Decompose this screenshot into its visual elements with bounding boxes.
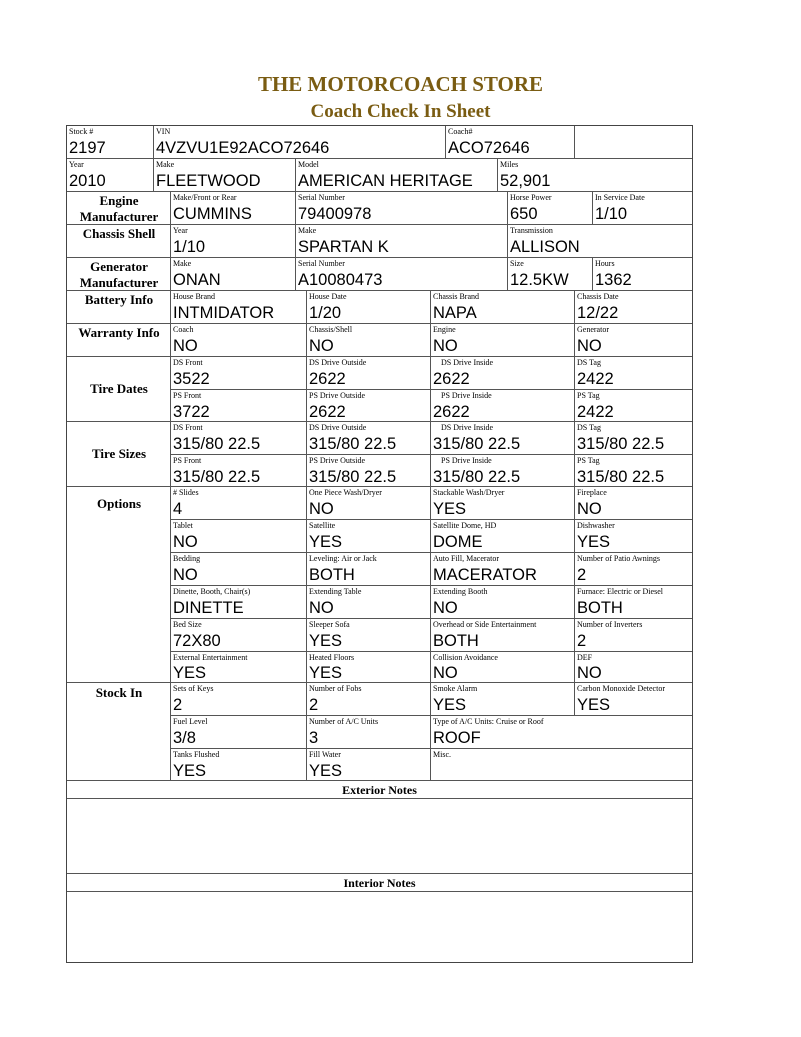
dsf-date-value: 3522	[173, 370, 210, 388]
tanks-label: Tanks Flushed	[173, 750, 220, 759]
pst-size-value: 315/80 22.5	[577, 468, 665, 486]
row-battery	[67, 291, 692, 324]
miles-cell	[498, 159, 692, 191]
slides-value: 4	[173, 500, 183, 518]
fireplace-label: Fireplace	[577, 488, 607, 497]
chassis-make-label: Make	[298, 226, 317, 235]
stack-value: YES	[433, 500, 467, 518]
overhead-label: Overhead or Side Entertainment	[433, 620, 537, 629]
heated-floors-value: YES	[309, 664, 343, 682]
engine-make-cell	[171, 192, 296, 224]
bed-size-label: Bed Size	[173, 620, 202, 629]
engine-service-cell	[593, 192, 692, 224]
warranty-coach-label: Coach	[173, 325, 194, 334]
battery-cd-label: Chassis Date	[577, 292, 619, 301]
def-label: DEF	[577, 653, 593, 662]
dsdi-size-label: DS Drive Inside	[441, 423, 493, 432]
chassis-section-cell	[67, 225, 171, 257]
fill-water-value: YES	[309, 762, 343, 780]
tire-dates-section-title: Tire Dates	[90, 381, 148, 396]
misc-label: Misc.	[433, 750, 451, 759]
engine-service-value: 1/10	[595, 205, 628, 223]
engine-hp-label: Horse Power	[510, 193, 552, 202]
smoke-label: Smoke Alarm	[433, 684, 478, 693]
bed-size-value: 72X80	[173, 632, 221, 650]
slides-label: # Slides	[173, 488, 199, 497]
psf-date-label: PS Front	[173, 391, 202, 400]
vin-label: VIN	[156, 127, 171, 136]
dsf-size-value: 315/80 22.5	[173, 435, 261, 453]
dinette-label: Dinette, Booth, Chair(s)	[173, 587, 251, 596]
battery-hb-value: INTMIDATOR	[173, 304, 275, 322]
row-year	[67, 159, 692, 192]
tire-dates-ps-row	[171, 390, 692, 422]
keys-label: Sets of Keys	[173, 684, 214, 693]
dsdo-date-label: DS Drive Outside	[309, 358, 367, 367]
psdi-date-value: 2622	[433, 403, 470, 421]
battery-hb-cell	[171, 291, 307, 323]
co-label: Carbon Monoxide Detector	[577, 684, 665, 693]
dsdo-date-value: 2622	[309, 370, 346, 388]
dsdi-size-value: 315/80 22.5	[433, 435, 521, 453]
store-title: THE MOTORCOACH STORE	[257, 72, 544, 96]
interior-notes-area	[67, 892, 692, 962]
overhead-value: BOTH	[433, 632, 479, 650]
dst-size-label: DS Tag	[577, 423, 601, 432]
battery-section-title: Battery Info	[84, 292, 154, 307]
engine-make-value: CUMMINS	[173, 205, 252, 223]
generator-serial-label: Serial Number	[298, 259, 345, 268]
chassis-make-cell	[296, 225, 508, 257]
inverters-label: Number of Inverters	[577, 620, 643, 629]
generator-make-label: Make	[173, 259, 192, 268]
make-cell	[154, 159, 296, 191]
generator-size-cell	[508, 258, 593, 290]
ac-type-label: Type of A/C Units: Cruise or Roof	[433, 717, 544, 726]
keys-value: 2	[173, 696, 183, 714]
options-block	[67, 487, 692, 683]
row-chassis	[67, 225, 692, 258]
psdo-size-value: 315/80 22.5	[309, 468, 397, 486]
options-row-3	[171, 553, 692, 586]
psdi-size-label: PS Drive Inside	[441, 456, 492, 465]
row-engine	[67, 192, 692, 225]
exterior-notes-heading: Exterior Notes	[67, 781, 692, 799]
dsf-size-label: DS Front	[173, 423, 203, 432]
dst-date-value: 2422	[577, 370, 614, 388]
battery-hd-label: House Date	[309, 292, 347, 301]
dsf-date-label: DS Front	[173, 358, 203, 367]
engine-hp-cell	[508, 192, 593, 224]
tanks-value: YES	[173, 762, 207, 780]
bedding-value: NO	[173, 566, 198, 584]
miles-value: 52,901	[500, 172, 551, 190]
generator-hours-value: 1362	[595, 271, 632, 289]
stack-label: Stackable Wash/Dryer	[433, 488, 505, 497]
make-label: Make	[156, 160, 175, 169]
battery-cb-label: Chassis Brand	[433, 292, 479, 301]
chassis-year-label: Year	[173, 226, 188, 235]
generator-hours-cell	[593, 258, 692, 290]
generator-serial-cell	[296, 258, 508, 290]
dome-value: DOME	[433, 533, 483, 551]
pst-date-value: 2422	[577, 403, 614, 421]
chassis-make-value: SPARTAN K	[298, 238, 389, 256]
chassis-trans-value: ALLISON	[510, 238, 580, 256]
engine-serial-label: Serial Number	[298, 193, 345, 202]
options-row-1	[171, 487, 692, 520]
engine-serial-cell	[296, 192, 508, 224]
options-section-title: Options	[96, 496, 142, 511]
battery-hb-label: House Brand	[173, 292, 215, 301]
psf-size-value: 315/80 22.5	[173, 468, 261, 486]
chassis-trans-label: Transmission	[510, 226, 553, 235]
chassis-trans-cell	[508, 225, 692, 257]
def-value: NO	[577, 664, 602, 682]
year-value: 2010	[69, 172, 106, 190]
vin-value: 4VZVU1E92ACO72646	[156, 139, 330, 157]
dishwasher-label: Dishwasher	[577, 521, 615, 530]
dsdi-date-value: 2622	[433, 370, 470, 388]
dst-date-label: DS Tag	[577, 358, 601, 367]
dsdo-size-label: DS Drive Outside	[309, 423, 367, 432]
engine-service-label: In Service Date	[595, 193, 645, 202]
tablet-value: NO	[173, 533, 198, 551]
tire-sizes-ds-row	[171, 422, 692, 455]
inverters-value: 2	[577, 632, 587, 650]
autofill-value: MACERATOR	[433, 566, 537, 584]
warranty-chassis-label: Chassis/Shell	[309, 325, 353, 334]
sheet-title: Coach Check In Sheet	[310, 101, 491, 122]
battery-hd-cell	[307, 291, 431, 323]
warranty-coach-cell	[171, 324, 307, 356]
battery-section-cell	[67, 291, 171, 323]
generator-make-value: ONAN	[173, 271, 221, 289]
options-row-5	[171, 619, 692, 652]
fobs-label: Number of Fobs	[309, 684, 362, 693]
psdo-date-label: PS Drive Outside	[309, 391, 365, 400]
interior-notes-heading: Interior Notes	[67, 874, 692, 892]
ext-table-value: NO	[309, 599, 334, 617]
awnings-label: Number of Patio Awnings	[577, 554, 661, 563]
ac-units-value: 3	[309, 729, 319, 747]
generator-make-cell	[171, 258, 296, 290]
tire-dates-block	[67, 357, 692, 422]
warranty-engine-label: Engine	[433, 325, 456, 334]
model-value: AMERICAN HERITAGE	[298, 172, 473, 190]
warranty-gen-label: Generator	[577, 325, 609, 334]
dsdo-size-value: 315/80 22.5	[309, 435, 397, 453]
fuel-label: Fuel Level	[173, 717, 208, 726]
fill-water-label: Fill Water	[309, 750, 341, 759]
chassis-year-value: 1/10	[173, 238, 206, 256]
ext-booth-value: NO	[433, 599, 458, 617]
satellite-label: Satellite	[309, 521, 336, 530]
stock-value: 2197	[69, 139, 106, 157]
psdo-date-value: 2622	[309, 403, 346, 421]
psdo-size-label: PS Drive Outside	[309, 456, 365, 465]
furnace-label: Furnace: Electric or Diesel	[577, 587, 663, 596]
ext-table-label: Extending Table	[309, 587, 362, 596]
pst-date-label: PS Tag	[577, 391, 600, 400]
options-row-2	[171, 520, 692, 553]
engine-serial-value: 79400978	[298, 205, 372, 223]
ac-type-value: ROOF	[433, 729, 481, 747]
stock-in-row-1	[171, 683, 692, 716]
battery-cd-value: 12/22	[577, 304, 619, 322]
exterior-notes-area	[67, 799, 692, 874]
warranty-engine-cell	[431, 324, 575, 356]
miles-label: Miles	[500, 160, 519, 169]
coach-value: ACO72646	[448, 139, 530, 157]
model-cell	[296, 159, 498, 191]
ext-ent-label: External Entertainment	[173, 653, 248, 662]
engine-section-title: Engine Manufacturer	[79, 193, 159, 224]
warranty-engine-value: NO	[433, 337, 458, 355]
options-row-6	[171, 652, 692, 683]
coach-label: Coach#	[448, 127, 473, 136]
leveling-label: Leveling: Air or Jack	[309, 554, 377, 563]
dinette-value: DINETTE	[173, 599, 244, 617]
bedding-label: Bedding	[173, 554, 201, 563]
psdi-date-label: PS Drive Inside	[441, 391, 492, 400]
engine-section-cell	[67, 192, 171, 224]
chassis-year-cell	[171, 225, 296, 257]
smoke-value: YES	[433, 696, 467, 714]
warranty-gen-value: NO	[577, 337, 602, 355]
warranty-chassis-value: NO	[309, 337, 334, 355]
battery-cb-cell	[431, 291, 575, 323]
battery-cd-cell	[575, 291, 692, 323]
check-in-form	[66, 125, 693, 963]
collision-value: NO	[433, 664, 458, 682]
generator-section-cell	[67, 258, 171, 290]
satellite-value: YES	[309, 533, 343, 551]
options-row-4	[171, 586, 692, 619]
co-value: YES	[577, 696, 611, 714]
sofa-label: Sleeper Sofa	[309, 620, 350, 629]
tire-sizes-section-title: Tire Sizes	[91, 446, 147, 461]
fireplace-value: NO	[577, 500, 602, 518]
generator-size-value: 12.5KW	[510, 271, 569, 289]
model-label: Model	[298, 160, 319, 169]
engine-make-label: Make/Front or Rear	[173, 193, 237, 202]
row-warranty	[67, 324, 692, 357]
tablet-label: Tablet	[173, 521, 193, 530]
warranty-coach-value: NO	[173, 337, 198, 355]
tire-sizes-block	[67, 422, 692, 487]
sofa-value: YES	[309, 632, 343, 650]
awnings-value: 2	[577, 566, 587, 584]
ext-ent-value: YES	[173, 664, 207, 682]
fobs-value: 2	[309, 696, 319, 714]
furnace-value: BOTH	[577, 599, 623, 617]
battery-hd-value: 1/20	[309, 304, 342, 322]
battery-cb-value: NAPA	[433, 304, 477, 322]
dst-size-value: 315/80 22.5	[577, 435, 665, 453]
collision-label: Collision Avoidance	[433, 653, 498, 662]
coach-cell	[446, 126, 575, 158]
stock-in-section-title: Stock In	[95, 685, 143, 700]
stock-in-row-3	[171, 749, 692, 781]
generator-size-label: Size	[510, 259, 524, 268]
ext-booth-label: Extending Booth	[433, 587, 488, 596]
year-cell	[67, 159, 154, 191]
generator-hours-label: Hours	[595, 259, 615, 268]
engine-hp-value: 650	[510, 205, 538, 223]
dome-label: Satellite Dome, HD	[433, 521, 497, 530]
wash-value: NO	[309, 500, 334, 518]
warranty-section-cell	[67, 324, 171, 356]
warranty-section-title: Warranty Info	[78, 325, 160, 340]
stock-in-block	[67, 683, 692, 781]
row-stock	[67, 126, 692, 159]
ac-units-label: Number of A/C Units	[309, 717, 379, 726]
row-generator	[67, 258, 692, 291]
pst-size-label: PS Tag	[577, 456, 600, 465]
autofill-label: Auto Fill, Macerator	[433, 554, 499, 563]
tire-sizes-ps-row	[171, 455, 692, 487]
tire-dates-ds-row	[171, 357, 692, 390]
dsdi-date-label: DS Drive Inside	[441, 358, 493, 367]
year-label: Year	[69, 160, 84, 169]
generator-section-title: Generator Manufacturer	[79, 259, 159, 290]
psdi-size-value: 315/80 22.5	[433, 468, 521, 486]
leveling-value: BOTH	[309, 566, 355, 584]
vin-cell	[154, 126, 446, 158]
stock-in-row-2	[171, 716, 692, 749]
stock-label: Stock #	[69, 127, 94, 136]
chassis-section-title: Chassis Shell	[82, 226, 156, 241]
psf-size-label: PS Front	[173, 456, 202, 465]
psf-date-value: 3722	[173, 403, 210, 421]
stock-cell	[67, 126, 154, 158]
heated-floors-label: Heated Floors	[309, 653, 355, 662]
generator-serial-value: A10080473	[298, 271, 383, 289]
wash-label: One Piece Wash/Dryer	[309, 488, 382, 497]
warranty-gen-cell	[575, 324, 692, 356]
fuel-value: 3/8	[173, 729, 196, 747]
dishwasher-value: YES	[577, 533, 611, 551]
make-value: FLEETWOOD	[156, 172, 261, 190]
warranty-chassis-cell	[307, 324, 431, 356]
